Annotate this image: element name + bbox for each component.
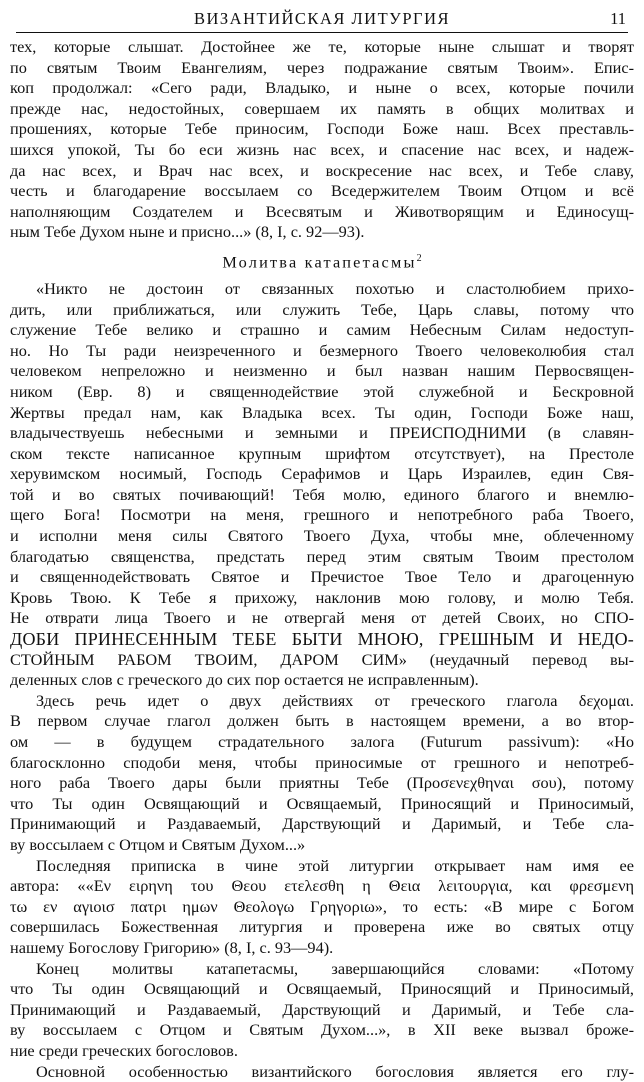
text-line: ным Тебе Духом ныне и присно...» (8, I, с. 92—93). xyxy=(10,222,365,242)
text-line: Кровь Твою. К Тебе я прихожу, наклонив мою голову, и молю Тебя. xyxy=(10,587,634,607)
paragraph-5 xyxy=(10,959,634,1062)
paragraph-2 xyxy=(10,279,634,691)
text-line: τω εν αγιοισ πατρι ημων Θεολογω Γρηγοριω», то есть: «В мире с Богом xyxy=(10,896,634,916)
text-line: Жертвы предал нам, как Владыка всех. Ты один, Господи Боже наш, xyxy=(10,402,634,422)
text-line: прежде нас, недостойных, совершаем их память в общих молитвах и xyxy=(10,98,634,118)
text-line: ником (Евр. 8) и священнодействие этой служебной и Бескровной xyxy=(10,381,634,401)
text-line: ском тексте написанное крупным шрифтом отсутствует), на Престоле xyxy=(10,443,634,463)
text-line: совершилась Божественная литургия и проверена иже во святых отцу xyxy=(10,917,634,937)
text-line: В первом случае глагол должен быть в настоящем времени, а во втор- xyxy=(10,711,634,731)
paragraph-4 xyxy=(10,856,634,959)
text-line: деленных слов с греческого до сих пор остается не исправленным). xyxy=(10,670,479,690)
text-line: Не отврати лица Твоего и не отвергай меня от детей Своих, но СПО- xyxy=(10,608,634,628)
section-heading-title: Молитва катапетасмы xyxy=(222,252,417,272)
paragraph-3 xyxy=(10,691,634,856)
text-line: «Никто не достоин от связанных похотью и сластолюбием прихо- xyxy=(36,278,634,298)
text-line: тех, которые слышат. Достойнее же те, которые ныне слышат и творят xyxy=(10,37,634,56)
text-line: Здесь речь идет о двух действиях от греческого глагола δεχομαι. xyxy=(36,690,634,710)
text-line: Принимающий и Раздаваемый, Дарствующий и Даримый, и Тебе сла- xyxy=(10,999,634,1019)
text-line: шихся упокой, Ты бо еси жизнь нас всех, и спасение нас всех, и надеж- xyxy=(10,139,634,159)
running-title: ВИЗАНТИЙСКАЯ ЛИТУРГИЯ xyxy=(194,9,450,28)
text-line: Принимающий и Раздаваемый, Дарствующий и Даримый, и Тебе сла- xyxy=(10,814,634,834)
text-line: и священнодействовать Святое и Пречистое Твое Тело и драгоценную xyxy=(10,567,634,587)
text-line: по святым Твоим Евангелиям, через подражание святым Твоим». Епис- xyxy=(10,57,634,77)
text-line: херувимском носимый, Господь Серафимов и Царь Израилев, един Свя- xyxy=(10,464,634,484)
paragraph-6 xyxy=(10,1062,634,1082)
page-body xyxy=(10,37,634,1082)
text-line: Последняя приписка в чине этой литургии открывает нам имя ее xyxy=(36,855,634,875)
text-line: СТОЙНЫМ РАБОМ ТВОИМ, ДАРОМ СИМ» (неудачный перевод вы- xyxy=(10,649,634,669)
text-line: дить, или приближаться, или служить Тебе, Царь славы, потому что xyxy=(10,299,634,319)
text-line: что Ты один Освящающий и Освящаемый, Приносящий и Приносимый, xyxy=(10,793,634,813)
text-line: служение Тебе велико и страшно и самим Небесным Силам недоступ- xyxy=(10,320,634,340)
text-line: да нас всех, и Врач нас всех, и воскресение нас всех, и Тебе славу, xyxy=(10,160,634,180)
text-line: человеком непреложно и неизменно и был назван нашим Первосвящен- xyxy=(10,361,634,381)
text-line: Основной особенностью византийского богословия является его глу- xyxy=(36,1061,634,1081)
text-line: благодатью священства, предстать перед этим святым Твоим престолом xyxy=(10,546,634,566)
text-line: благосклонно сподоби меня, чтобы приносимые от грешного и непотреб- xyxy=(10,752,634,772)
text-line: коп продолжал: «Сего ради, Владыко, и ныне о всех, которые почили xyxy=(10,78,634,98)
text-line: и исполни меня силы Святого Твоего Духа, чтобы мне, облеченному xyxy=(10,526,634,546)
text-line: ву воссылаем с Отцом и Святым Духом...», в XII веке вызвал броже- xyxy=(10,1020,634,1040)
text-line: той и во святых почивающий! Тебя молю, единого благого и внемлю- xyxy=(10,484,634,504)
text-line: щего Бога! Посмотри на меня, грешного и непотребного раба Твоего, xyxy=(10,505,634,525)
text-line: ние среди греческих богословов. xyxy=(10,1040,238,1060)
text-line: но. Но Ты ради неизреченного и безмерного Твоего человеколюбия стал xyxy=(10,340,634,360)
text-line: владычествуешь небесными и земными и ПРЕИСПОДНИМИ (в славян- xyxy=(10,423,634,443)
text-line: честь и благодарение воссылаем со Вседержителем Твоим Отцом и всё xyxy=(10,181,634,201)
footnote-mark: 2 xyxy=(416,252,422,264)
text-line: наполняющим Создателем и Всесвятым и Животворящим и Единосущ- xyxy=(10,201,634,221)
text-line: нашему Богослову Григорию» (8, I, с. 93—94). xyxy=(10,937,334,957)
text-line: ом — в будущем страдательного залога (Futurum passivum): «Но xyxy=(10,732,634,752)
text-line-large: ДОБИ ПРИНЕСЕННЫМ ТЕБЕ БЫТИ МНОЮ, ГРЕШНЫМ И НЕДО- xyxy=(10,629,634,650)
text-line: Конец молитвы катапетасмы, завершающийся словами: «Потому xyxy=(36,958,634,978)
paragraph-1 xyxy=(10,37,634,243)
page-number: 11 xyxy=(610,9,626,28)
text-line: прошениях, которые Тебе приносим, Господи Боже наш. Всех преставль- xyxy=(10,119,634,139)
section-heading xyxy=(10,249,634,273)
text-line: ву воссылаем с Отцом и Святым Духом...» xyxy=(10,834,306,854)
text-line: что Ты один Освящающий и Освящаемый, Приносящий и Приносимый, xyxy=(10,979,634,999)
text-line: автора: ««Εν ειρηνη του Θεου ετελεσθη η Θεια λειτουργια, και φρεσμενη xyxy=(10,876,634,896)
text-line: ного раба Твоего дары были приятны Тебе (Προσενεχθηναι σου), потому xyxy=(10,773,634,793)
page-header xyxy=(16,8,628,33)
